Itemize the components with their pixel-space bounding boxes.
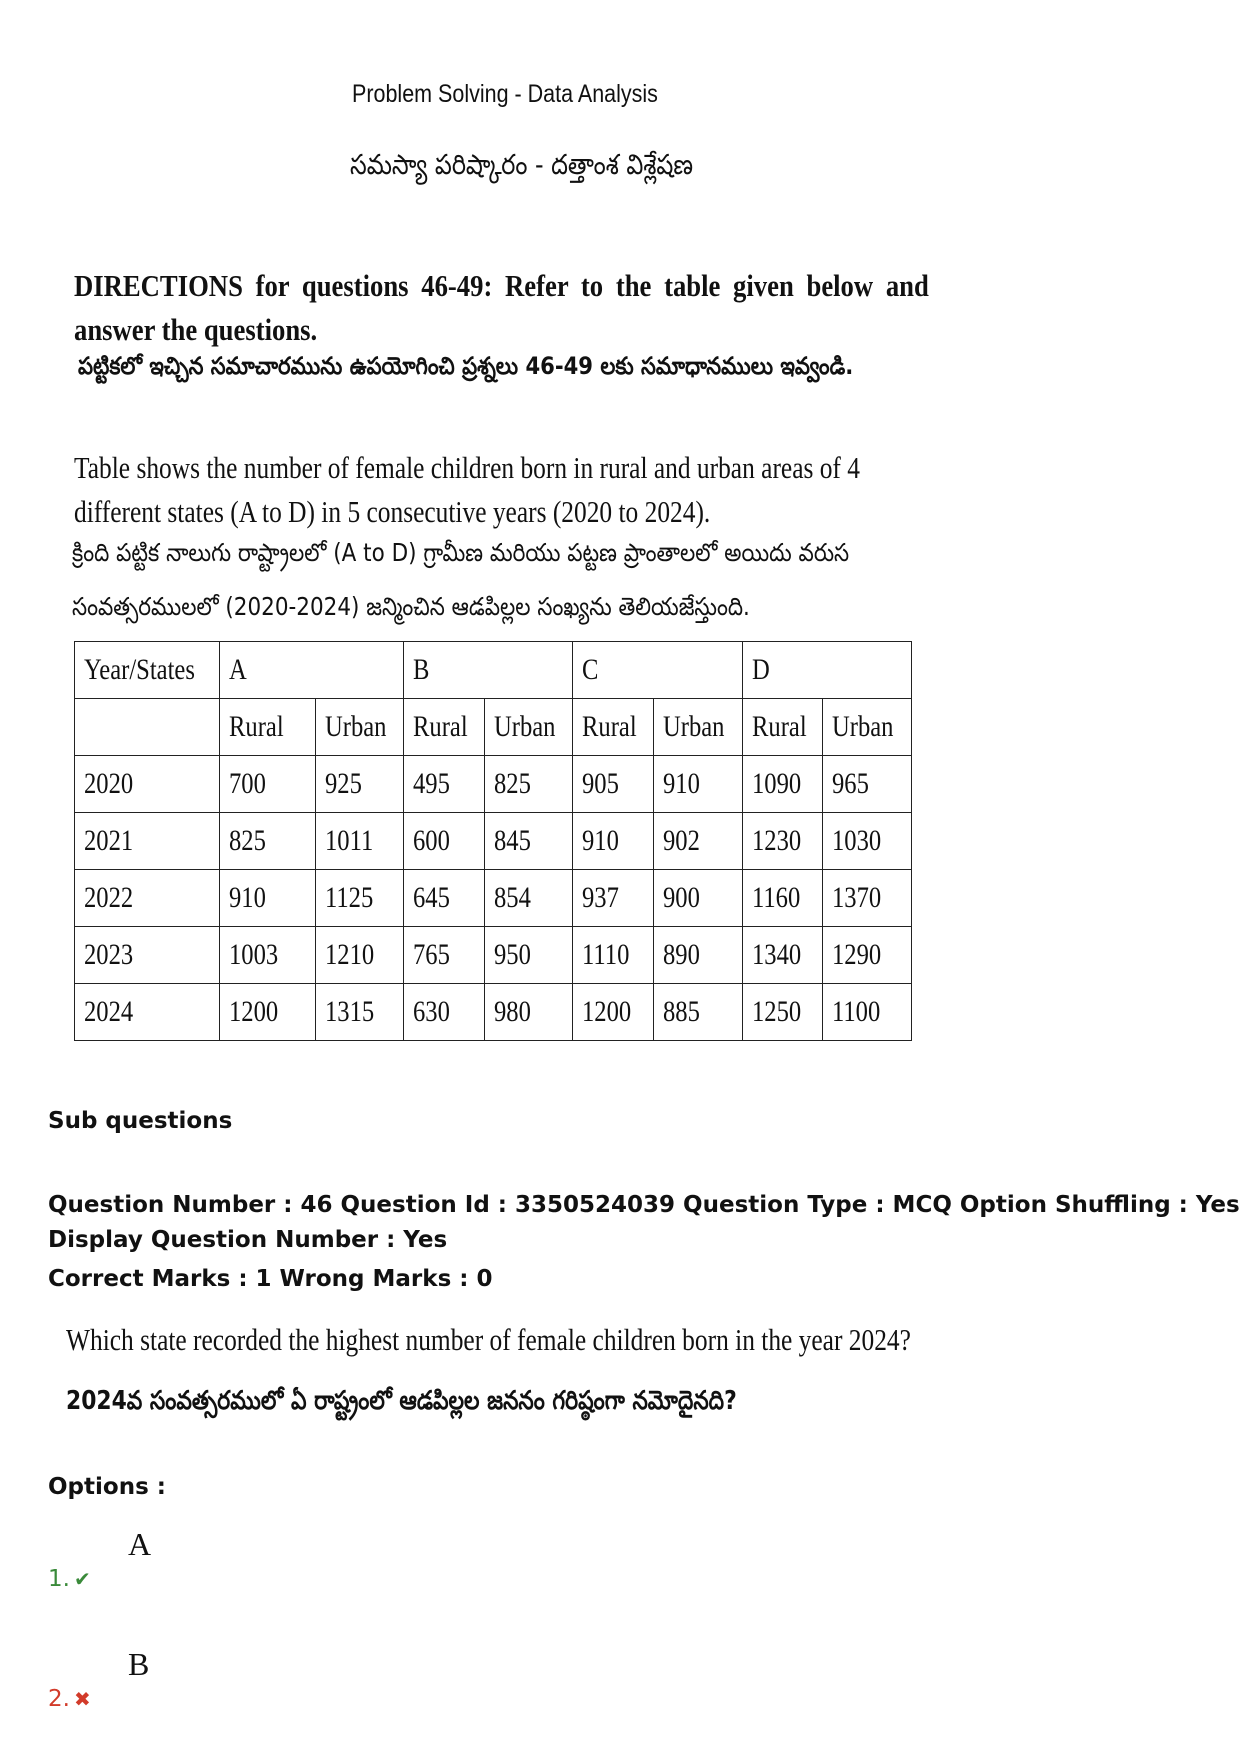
question-meta-line1: Question Number : 46 Question Id : 3350524039 Question Type : MCQ Option Shuffling : Yes [48, 1192, 1240, 1218]
option-number: 1. [48, 1566, 70, 1592]
table-row [75, 870, 912, 927]
question-meta-line2: Display Question Number : Yes [48, 1227, 448, 1253]
area-header: Urban [654, 699, 743, 756]
table-cell: 645 [404, 870, 485, 927]
table-cell: 900 [654, 870, 743, 927]
table-description: Table shows the number of female children born in rural and urban areas of 4 different states (A to D) in 5 consecutive years (2020 to 2024). [74, 450, 860, 529]
table-cell: 937 [573, 870, 654, 927]
table-cell [75, 699, 220, 756]
table-cell: 1200 [220, 984, 316, 1041]
table-corner-cell: Year/States [75, 642, 220, 699]
sub-questions-label: Sub questions [48, 1108, 233, 1134]
table-cell: 1340 [743, 927, 823, 984]
table-cell: 1250 [743, 984, 823, 1041]
section-title-telugu: సమస్యా పరిష్కారం - దత్తాంశ విశ్లేషణ [350, 148, 694, 181]
table-cell: 1200 [573, 984, 654, 1041]
table-cell: 1030 [823, 813, 912, 870]
directions-text-telugu: పట్టికలో ఇచ్చిన సమాచారమును ఉపయోగించి ప్రశ్నలు 46-49 లకు సమాధానములు ఇవ్వండి. [78, 352, 854, 380]
table-cell: 700 [220, 756, 316, 813]
table-cell: 825 [485, 756, 573, 813]
option-2[interactable] [48, 1686, 91, 1712]
table-description-telugu-line1: క్రింది పట్టిక నాలుగు రాష్ట్రాలలో (A to D) గ్రామీణ మరియు పట్టణ ప్రాంతాలలో అయిదు వరుస [72, 538, 850, 567]
area-header: Rural [743, 699, 823, 756]
table-row [75, 927, 912, 984]
table-cell: 630 [404, 984, 485, 1041]
table-cell: 1110 [573, 927, 654, 984]
table-cell: 1011 [316, 813, 404, 870]
option-1[interactable] [48, 1566, 91, 1592]
question-text: Which state recorded the highest number of female children born in the year 2024? [66, 1322, 911, 1357]
table-cell: 1090 [743, 756, 823, 813]
table-cell: 1125 [316, 870, 404, 927]
table-cell: 890 [654, 927, 743, 984]
table-header-row [75, 642, 912, 699]
cross-icon: ✖ [73, 1687, 91, 1711]
area-header: Rural [404, 699, 485, 756]
area-header: Rural [220, 699, 316, 756]
area-header: Urban [316, 699, 404, 756]
table-cell: 845 [485, 813, 573, 870]
table-cell: 1160 [743, 870, 823, 927]
table-row [75, 813, 912, 870]
area-header: Rural [573, 699, 654, 756]
table-cell: 600 [404, 813, 485, 870]
section-title: Problem Solving - Data Analysis [352, 80, 658, 108]
state-header: B [404, 642, 573, 699]
table-cell: 910 [654, 756, 743, 813]
table-cell: 854 [485, 870, 573, 927]
question-marks: Correct Marks : 1 Wrong Marks : 0 [48, 1266, 493, 1292]
table-row [75, 756, 912, 813]
table-cell: 950 [485, 927, 573, 984]
table-cell: 825 [220, 813, 316, 870]
options-label: Options : [48, 1474, 166, 1500]
table-cell: 910 [220, 870, 316, 927]
table-cell: 1370 [823, 870, 912, 927]
table-subheader-row [75, 699, 912, 756]
table-cell: 1003 [220, 927, 316, 984]
table-cell: 902 [654, 813, 743, 870]
table-cell: 1210 [316, 927, 404, 984]
births-table [74, 641, 912, 1041]
table-cell: 1230 [743, 813, 823, 870]
question-meta [48, 1188, 1240, 1258]
table-cell: 1290 [823, 927, 912, 984]
year-cell: 2020 [75, 756, 220, 813]
question-text-telugu: 2024వ సంవత్సరములో ఏ రాష్ట్రంలో ఆడపిల్లల జననం గరిష్ఠంగా నమోదైనది? [66, 1386, 737, 1416]
table-row [75, 984, 912, 1041]
year-cell: 2024 [75, 984, 220, 1041]
table-cell: 980 [485, 984, 573, 1041]
year-cell: 2023 [75, 927, 220, 984]
state-header: A [220, 642, 404, 699]
table-cell: 910 [573, 813, 654, 870]
year-cell: 2022 [75, 870, 220, 927]
table-cell: 925 [316, 756, 404, 813]
table-cell: 1100 [823, 984, 912, 1041]
area-header: Urban [485, 699, 573, 756]
option-2-text: B [128, 1646, 150, 1682]
state-header: D [743, 642, 912, 699]
option-number: 2. [48, 1686, 70, 1712]
table-cell: 1315 [316, 984, 404, 1041]
table-description-telugu-line2: సంవత్సరములలో (2020-2024) జన్మించిన ఆడపిల్లల సంఖ్యను తెలియజేస్తుంది. [72, 592, 750, 621]
year-cell: 2021 [75, 813, 220, 870]
check-icon: ✔ [73, 1567, 91, 1591]
table-cell: 905 [573, 756, 654, 813]
table-cell: 765 [404, 927, 485, 984]
table-cell: 495 [404, 756, 485, 813]
state-header: C [573, 642, 743, 699]
option-1-text: A [128, 1526, 152, 1562]
directions-text: DIRECTIONS for questions 46-49: Refer to the table given below and answer the questions. [74, 268, 929, 347]
area-header: Urban [823, 699, 912, 756]
table-cell: 965 [823, 756, 912, 813]
table-cell: 885 [654, 984, 743, 1041]
